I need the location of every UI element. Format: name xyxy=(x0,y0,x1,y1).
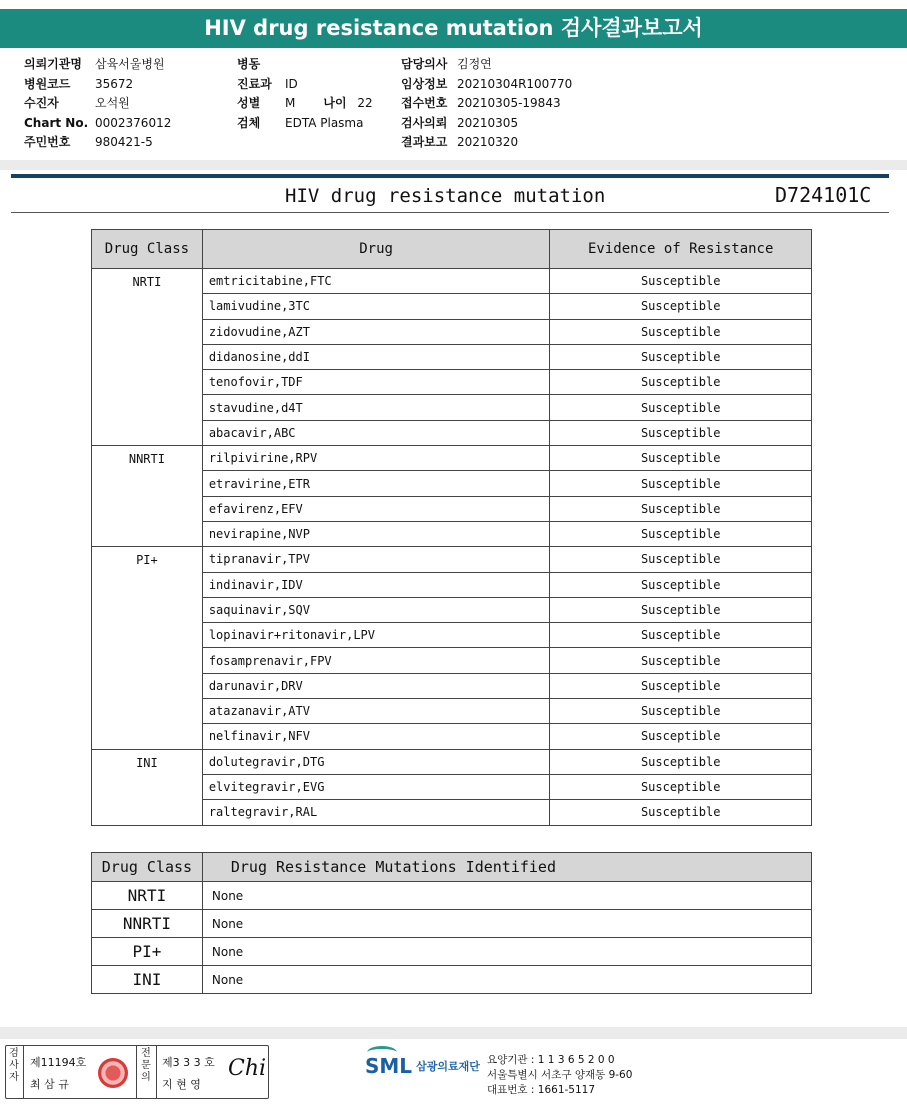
table-row xyxy=(92,966,812,994)
contact-line: 요양기관 : 1 1 3 6 5 2 0 0 xyxy=(487,1054,615,1066)
info-label: 결과보고 xyxy=(401,135,448,149)
info-label: 검사의뢰 xyxy=(401,115,448,130)
drug-cell: emtricitabine,FTC xyxy=(202,269,550,294)
drug-class-cell: NNRTI xyxy=(92,446,203,547)
divider-thick xyxy=(11,174,889,178)
sig-divider xyxy=(23,1046,24,1098)
drug-cell: zidovudine,AZT xyxy=(202,319,550,344)
sex-label: 성별 xyxy=(237,96,261,110)
divider-band xyxy=(0,160,907,170)
seal-stamp xyxy=(98,1058,128,1088)
specimen-label: 검체 xyxy=(237,115,261,130)
header-cell: Drug xyxy=(202,230,550,269)
info-row xyxy=(401,75,572,95)
evidence-cell: Susceptible xyxy=(550,344,812,369)
test-code: D724101C xyxy=(775,183,872,207)
sex-value: M xyxy=(285,96,296,110)
evidence-cell: Susceptible xyxy=(550,623,812,648)
drug-class-cell: INI xyxy=(92,749,203,825)
evidence-cell: Susceptible xyxy=(550,420,812,445)
table-row xyxy=(92,882,812,910)
drug-cell: lopinavir+ritonavir,LPV xyxy=(202,623,550,648)
info-value: 20210305-19843 xyxy=(457,96,561,110)
info-label: 의뢰기관명 xyxy=(24,57,82,71)
info-row xyxy=(401,55,572,75)
info-value: 20210320 xyxy=(457,135,519,149)
drug-cell: dolutegravir,DTG xyxy=(202,749,550,774)
drug-cell: tipranavir,TPV xyxy=(202,547,550,572)
mut-header-class: Drug Class xyxy=(92,853,203,882)
info-row xyxy=(24,133,171,153)
info-row xyxy=(401,114,572,134)
header-cell: Evidence of Resistance xyxy=(550,230,812,269)
info-row xyxy=(24,114,171,134)
table-row xyxy=(92,749,812,774)
dept-value: ID xyxy=(285,76,298,91)
evidence-cell: Susceptible xyxy=(550,446,812,471)
age-label: 나이 xyxy=(323,96,347,110)
evidence-cell: Susceptible xyxy=(550,471,812,496)
info-label: 수진자 xyxy=(24,96,59,110)
drug-class-cell: NRTI xyxy=(92,269,203,446)
evidence-cell: Susceptible xyxy=(550,294,812,319)
mut-value-cell: None xyxy=(202,910,811,938)
evidence-cell: Susceptible xyxy=(550,319,812,344)
sml-logo xyxy=(365,1054,480,1078)
patient-info-middle xyxy=(237,55,373,133)
table-row xyxy=(92,269,812,294)
drug-cell: rilpivirine,RPV xyxy=(202,446,550,471)
mut-header-mutations: Drug Resistance Mutations Identified xyxy=(202,853,811,882)
drug-cell: nevirapine,NVP xyxy=(202,521,550,546)
evidence-cell: Susceptible xyxy=(550,597,812,622)
table-row xyxy=(92,547,812,572)
tester-name: 최 삼 규 xyxy=(30,1078,69,1091)
section-title: HIV drug resistance mutation xyxy=(285,185,606,207)
info-value: 35672 xyxy=(95,76,134,91)
patient-info-right xyxy=(401,55,572,153)
evidence-cell: Susceptible xyxy=(550,269,812,294)
tester-label: 검사자 xyxy=(9,1048,19,1083)
drug-cell: efavirenz,EFV xyxy=(202,496,550,521)
table-row xyxy=(92,938,812,966)
drug-resistance-table xyxy=(91,229,812,826)
evidence-cell: Susceptible xyxy=(550,800,812,825)
drug-cell: saquinavir,SQV xyxy=(202,597,550,622)
info-label: 병원코드 xyxy=(24,76,71,91)
info-row xyxy=(24,94,171,114)
evidence-cell: Susceptible xyxy=(550,749,812,774)
evidence-cell: Susceptible xyxy=(550,648,812,673)
info-row xyxy=(24,55,171,75)
mut-class-cell: PI+ xyxy=(92,938,203,966)
drug-cell: elvitegravir,EVG xyxy=(202,774,550,799)
sig-divider xyxy=(156,1046,157,1098)
info-row xyxy=(401,133,572,153)
report-title: HIV drug resistance mutation 검사결과보고서 xyxy=(0,9,907,48)
footer-band xyxy=(0,1027,907,1039)
drug-cell: didanosine,ddI xyxy=(202,344,550,369)
mutations-table xyxy=(91,852,812,994)
info-row xyxy=(401,94,572,114)
info-value: 20210305 xyxy=(457,115,519,130)
info-label: 담당의사 xyxy=(401,57,448,71)
evidence-cell: Susceptible xyxy=(550,774,812,799)
patient-info-left xyxy=(24,55,171,153)
drug-cell: lamivudine,3TC xyxy=(202,294,550,319)
info-label: Chart No. xyxy=(24,115,89,130)
contact-info xyxy=(487,1053,632,1098)
info-row xyxy=(24,75,171,95)
specialist-name: 지 현 영 xyxy=(162,1078,201,1091)
drug-cell: fosamprenavir,FPV xyxy=(202,648,550,673)
evidence-cell: Susceptible xyxy=(550,496,812,521)
evidence-cell: Susceptible xyxy=(550,673,812,698)
info-value: 980421-5 xyxy=(95,135,153,149)
evidence-cell: Susceptible xyxy=(550,370,812,395)
mut-class-cell: NRTI xyxy=(92,882,203,910)
mut-value-cell: None xyxy=(202,882,811,910)
info-label: 주민번호 xyxy=(24,135,71,149)
drug-class-cell: PI+ xyxy=(92,547,203,749)
mut-class-cell: NNRTI xyxy=(92,910,203,938)
info-label: 임상정보 xyxy=(401,76,448,91)
dept-label: 진료과 xyxy=(237,76,272,91)
signature: Chi xyxy=(228,1056,267,1081)
drug-cell: darunavir,DRV xyxy=(202,673,550,698)
contact-line: 대표번호 : 1661-5117 xyxy=(487,1084,596,1096)
ward-label: 병동 xyxy=(237,57,261,71)
info-label: 접수번호 xyxy=(401,96,448,110)
specialist-license: 제3 3 3 호 xyxy=(162,1056,215,1069)
info-value: 0002376012 xyxy=(95,115,172,130)
specialist-label: 전문의 xyxy=(141,1048,151,1083)
divider-thin xyxy=(11,212,889,213)
drug-cell: atazanavir,ATV xyxy=(202,699,550,724)
contact-line: 서울특별시 서초구 양재동 9-60 xyxy=(487,1069,633,1081)
signature-box xyxy=(5,1045,269,1099)
logo-name: 삼광의료재단 xyxy=(416,1060,480,1073)
drug-cell: abacavir,ABC xyxy=(202,420,550,445)
sig-divider xyxy=(136,1046,137,1098)
info-value: 오석원 xyxy=(95,96,130,110)
info-value: 김정연 xyxy=(457,57,492,71)
specimen-value: EDTA Plasma xyxy=(285,115,364,130)
evidence-cell: Susceptible xyxy=(550,572,812,597)
tester-license: 제11194호 xyxy=(30,1056,87,1069)
drug-cell: tenofovir,TDF xyxy=(202,370,550,395)
evidence-cell: Susceptible xyxy=(550,547,812,572)
evidence-cell: Susceptible xyxy=(550,699,812,724)
mut-value-cell: None xyxy=(202,938,811,966)
age-value: 22 xyxy=(357,96,373,110)
table-row xyxy=(92,910,812,938)
drug-cell: raltegravir,RAL xyxy=(202,800,550,825)
evidence-cell: Susceptible xyxy=(550,521,812,546)
mut-value-cell: None xyxy=(202,966,811,994)
info-value: 20210304R100770 xyxy=(457,76,573,91)
drug-cell: etravirine,ETR xyxy=(202,471,550,496)
mut-class-cell: INI xyxy=(92,966,203,994)
drug-cell: indinavir,IDV xyxy=(202,572,550,597)
info-value: 삼육서울병원 xyxy=(95,57,165,71)
evidence-cell: Susceptible xyxy=(550,724,812,749)
drug-cell: nelfinavir,NFV xyxy=(202,724,550,749)
table-row xyxy=(92,446,812,471)
header-cell: Drug Class xyxy=(92,230,203,269)
drug-cell: stavudine,d4T xyxy=(202,395,550,420)
evidence-cell: Susceptible xyxy=(550,395,812,420)
logo-mark: SML xyxy=(365,1054,413,1078)
